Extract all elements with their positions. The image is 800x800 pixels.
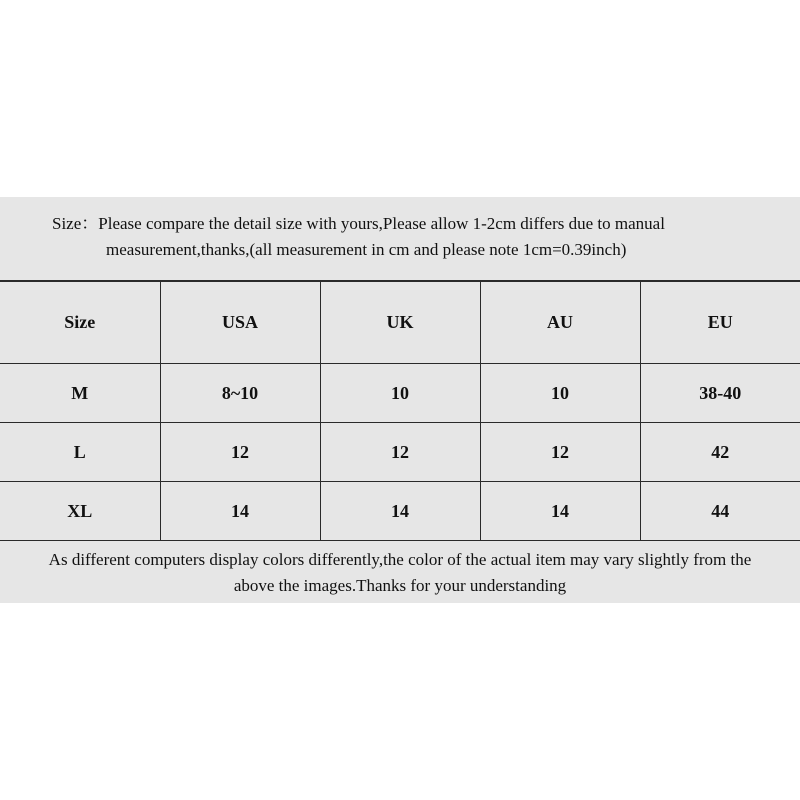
header-au: AU: [480, 282, 640, 364]
cell-uk: 12: [320, 423, 480, 482]
header-eu: EU: [640, 282, 800, 364]
size-chart: [0, 197, 800, 603]
cell-usa: 14: [160, 482, 320, 541]
table-row: [0, 364, 800, 423]
cell-eu: 38-40: [640, 364, 800, 423]
cell-au: 14: [480, 482, 640, 541]
color-disclaimer: [0, 544, 800, 603]
table-row: [0, 423, 800, 482]
size-instructions-line-1: Size：Please compare the detail size with yours,Please allow 1-2cm differs due to manual: [52, 214, 665, 233]
cell-eu: 42: [640, 423, 800, 482]
cell-size: M: [0, 364, 160, 423]
color-disclaimer-line-1: As different computers display colors differently,the color of the actual item may vary slightly from the: [48, 550, 752, 569]
cell-usa: 12: [160, 423, 320, 482]
table-row: [0, 482, 800, 541]
table-header-row: [0, 282, 800, 364]
cell-uk: 14: [320, 482, 480, 541]
color-disclaimer-line-2: above the images.Thanks for your understanding: [233, 576, 567, 595]
size-instructions: [0, 197, 800, 281]
cell-eu: 44: [640, 482, 800, 541]
cell-usa: 8~10: [160, 364, 320, 423]
header-size: Size: [0, 282, 160, 364]
header-uk: UK: [320, 282, 480, 364]
cell-au: 10: [480, 364, 640, 423]
size-instructions-line-2: measurement,thanks,(all measurement in cm and please note 1cm=0.39inch): [106, 240, 627, 259]
header-usa: USA: [160, 282, 320, 364]
cell-au: 12: [480, 423, 640, 482]
cell-uk: 10: [320, 364, 480, 423]
cell-size: XL: [0, 482, 160, 541]
cell-size: L: [0, 423, 160, 482]
size-table: [0, 281, 800, 541]
